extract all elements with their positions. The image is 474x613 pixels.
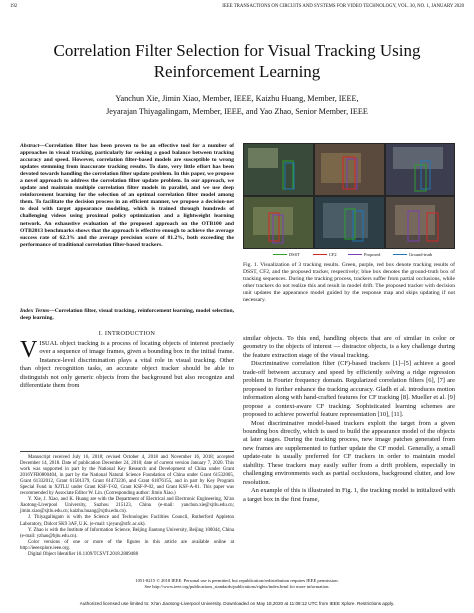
author-list (20, 92, 454, 118)
caption-label: Fig. 1. (243, 262, 259, 268)
legend-label: DSST (289, 252, 300, 257)
legend-swatch (348, 254, 362, 255)
index-terms (20, 308, 234, 322)
legend-swatch (313, 254, 327, 255)
legend-item-cf2 (313, 252, 337, 257)
footnotes (20, 455, 234, 558)
legend-label: Proposed (364, 252, 381, 257)
footnote: Color versions of one or more of the figures in this article are available online at http://ieeexplore.ieee.org. (20, 539, 234, 551)
footnote: Y. Xie, J. Xiao, and K. Huang are with the Department of Electrical and Electronic Engineering, Xi'an Jiaotong-Liverpool University, Suzhou 215123, China (e-mail: yanchun.xie@xjtlu.edu.cn; jimin.xiao@xjtlu.edu.cn; kaizhu.huang@xjtlu.edu.cn). (20, 497, 234, 515)
paragraph: An example of this is illustrated in Fig. 1, the tracking model is initialized with a target box in the first frame, (243, 487, 455, 503)
section-heading: I. INTRODUCTION (98, 330, 156, 337)
footnote-rule (20, 451, 234, 452)
copyright-line-1: 1051-8215 © 2018 IEEE. Personal use is permitted, but republication/redistribution requires IEEE permission. (135, 578, 339, 583)
copyright-notice (20, 578, 454, 590)
paragraph: Discriminative correlation filter (CF)-based trackers [1]–[5] achieve a good trade-off between accuracy and speed by efficiently solving a ridge regression problem in Fourier frequency domain. Regularized correlation filters [6], [7] are proposed to further enhance the tracking accuracy. Gladh et al. introduces motion information along with hand-crafted features for CF tracking [8]. Mueller et al. [9] propose a context-aware CF tracking. Sophisticated learning schemes are proposed to achieve powerful feature representation [10], [11]. (243, 360, 455, 419)
right-column-text (243, 335, 455, 504)
abstract-label: Abstract— (20, 143, 45, 149)
intro-paragraph (20, 337, 234, 391)
index-terms-label: Index Terms— (20, 308, 55, 314)
legend-item-ground-truth (393, 252, 432, 257)
journal-name: IEEE TRANSACTIONS ON CIRCUITS AND SYSTEMS FOR VIDEO TECHNOLOGY, VOL. 30, NO. 1, JANUARY 2020 (222, 4, 464, 9)
running-header (10, 4, 464, 14)
footnote: Digital Object Identifier 10.1109/TCSVT.2018.2889488 (28, 551, 139, 557)
legend-label: Ground-truth (409, 252, 433, 257)
authors-line-1: Yanchun Xie, Jimin Xiao, Member, IEEE, Kaizhu Huang, Member, IEEE, (115, 94, 359, 103)
footnote: Manuscript received July 16, 2018; revised October 4, 2018 and November 16, 2018; accepted December 14, 2018. Date of publication December 24, 2018; date of current version January 7, 2020. This work was supported in part by the National Key Research and Development of China under Grant 2016YFB0800404, in part by the National Natural Science Foundation of China under Grant 61532005, Grant 61332012, Grant 61501379, Grant 61473236, and Grant 61876155, and in part by Key Program Special Fund in XJTLU under Grant KSF-T-02, Grant KSF-P-02, and Grant KSF-A-01. This paper was recommended by Associate Editor W. Lin. (Corresponding author: Jimin Xiao.) (20, 455, 234, 497)
tracking-figure (243, 143, 455, 249)
tracking-frames-image (243, 143, 455, 249)
drop-cap: V (20, 337, 38, 363)
footnote: J. Thiyagalingam is with the Science and Technologies Facilities Council, Rutherford Appleton Laboratory, Didcot SK9 3AF, U.K. (e-mail: t.jeyan@stfc.ac.uk). (20, 515, 234, 527)
legend-swatch (393, 254, 407, 255)
abstract (20, 143, 234, 249)
paragraph: similar objects. To this end, handling objects that are of similar in color or geometry to the objects of interest — distractor objects, is a key challenge during the feature extraction stage of the visual tracking. (243, 335, 455, 359)
paragraph: Most discriminative model-based trackers exploit the target from a given bounding box directly, which is used to build the appearance model of the objects at later stages. During the tracking process, new image patches generated from new frames are supplemented to further update the CF model. Generally, a small update-rate is usually preferred for CF trackers in order to maintain model stability. These trackers may easily suffer from a drift problem, especially in challenging environments such as partial occlusions, background clutter, and low resolution. (243, 419, 455, 486)
intro-text: ISUAL object tracking is a process of locating objects of interest precisely over a sequence of image frames, given a bounding box in the initial frame. Instance-level discrimination plays a vital role in visual tracking. Other than object recognition tasks, an accurate object tracker should be able to distinguish not only generic objects from the background but also recognize and differentiate them from (20, 340, 234, 390)
authors-line-2: Jeyarajan Thiyagalingam, Member, IEEE, and Yao Zhao, Senior Member, IEEE (106, 107, 368, 116)
figure-caption (243, 262, 455, 303)
copyright-line-2: See http://www.ieee.org/publications_standards/publications/rights/index.html for more information. (144, 583, 330, 589)
caption-text: Visualization of 3 tracking results. Green, purple, red box denote tracking results of DSST, CF2, and the proposed tracker, respectively; blue box denotes the ground-truth box of tracking sequences. During the tracking process, trackers suffer from partial occlusions, while other trackers do not realize this and result in model drift. The proposed tracker with decision unit updates the appearance model guided by the response map and skips updating if not necessary. (243, 262, 455, 303)
page-number: 192 (10, 4, 18, 9)
legend-item-dsst (273, 252, 300, 257)
abstract-text: Correlation filter has been proven to be an effective tool for a number of approaches in visual tracking, particularly for seeking a good balance between tracking accuracy and speed. However, correlation filter-based models are susceptible to wrong updates stemming from inaccurate tracking results. To date, very little effort has been devoted towards handling the correlation filter update problem. In this paper, we propose a novel approach to address the correlation filter update problem. In our approach, we update and maintain multiple correlation filter models in parallel, and we use deep reinforcement learning for the selection of an optimal correlation filter model among them. To facilitate the decision process in an efficient manner, we propose a decision-net to deal with target appearance modeling, which is trained through hundreds of challenging videos using proximal policy optimization and a lightweight learning network. An exhaustive evaluation of the proposed approach on the OTB100 and OTB2013 benchmarks shows that the approach is effective enough to achieve the average success rate of 62.3% and the average precision score of 81.2%, both exceeding the performance of traditional correlation filter-based trackers. (20, 143, 234, 248)
figure-legend (243, 251, 455, 259)
legend-item-proposed (348, 252, 380, 257)
paper-title: Correlation Filter Selection for Visual Tracking Using Reinforcement Learning (53, 41, 421, 81)
footnote: Y. Zhao is with the Institute of Information Science, Beijing Jiaotong University, Beijing 100044, China (e-mail: yzhao@bjtu.edu.cn). (20, 527, 234, 539)
authorized-use-notice: Authorized licensed use limited to: Xi'an Jiaotong-Liverpool University. Downloaded on May 18,2020 at 11:08:12 UTC from IEEE Xplore. Restrictions apply. (79, 601, 395, 606)
legend-swatch (273, 254, 287, 255)
index-terms-text: Correlation filter, visual tracking, reinforcement learning, model selection, deep learning. (20, 308, 234, 322)
legend-label: CF2 (329, 252, 337, 257)
